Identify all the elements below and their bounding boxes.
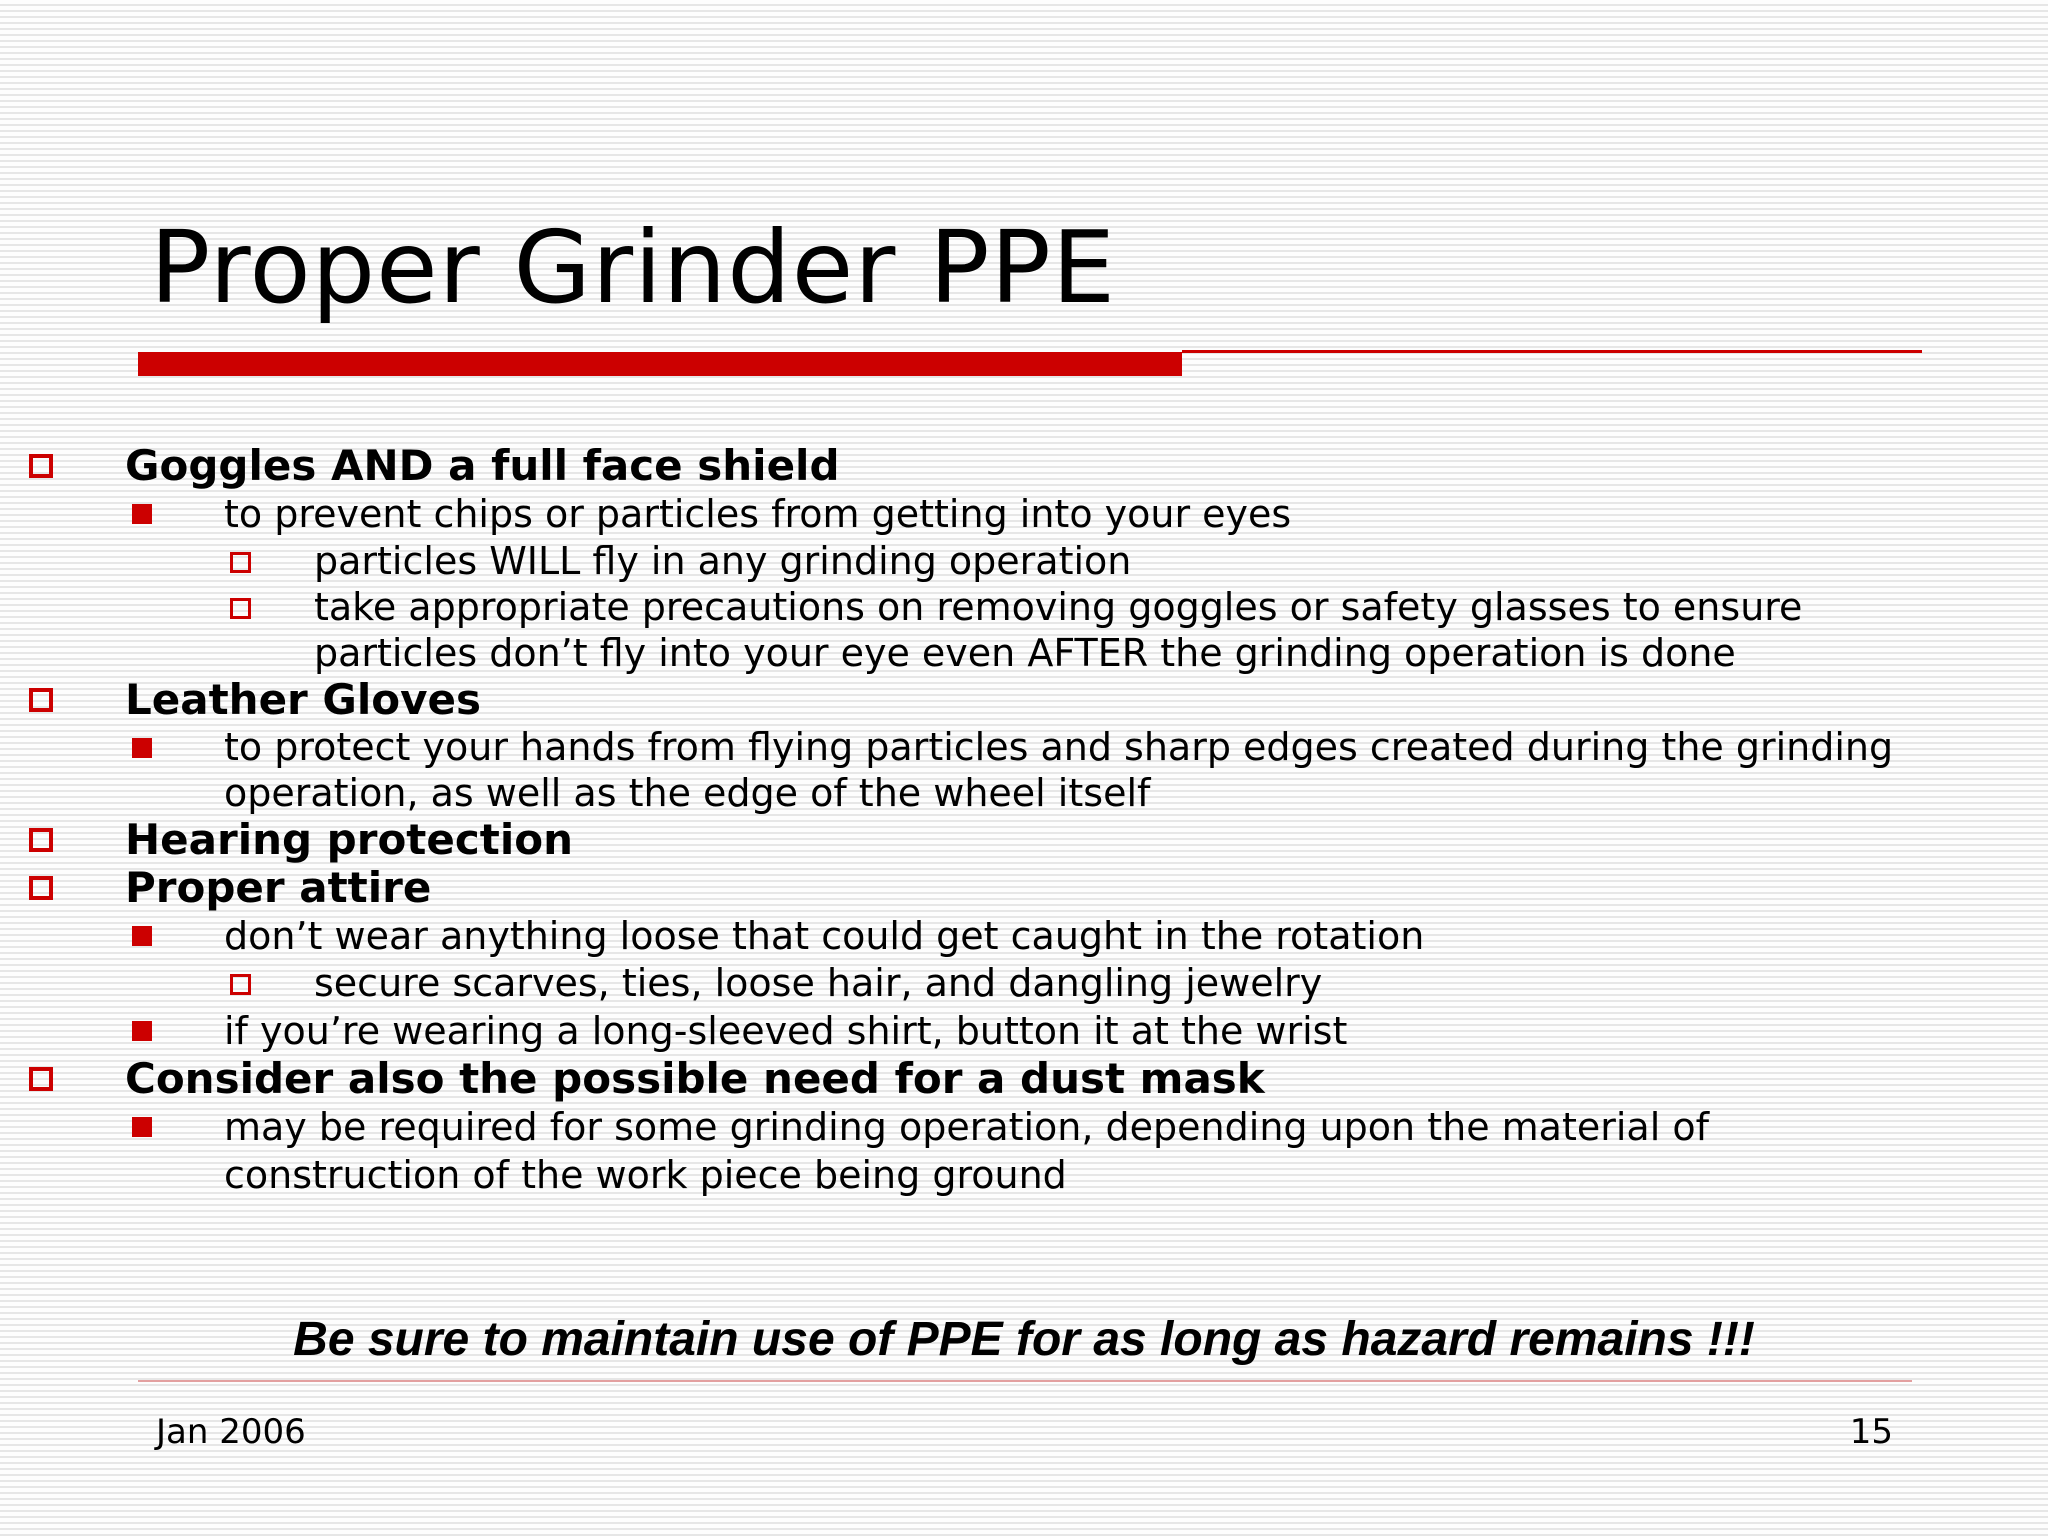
sub-bullet-text: construction of the work piece being ground bbox=[224, 1153, 1067, 1197]
detail-bullet bbox=[0, 538, 2048, 584]
sub-bullet-text: to prevent chips or particles from getting into your eyes bbox=[224, 492, 1292, 536]
hollow-square-bullet-icon bbox=[230, 974, 251, 995]
sub-bullet-text: to protect your hands from flying particles and sharp edges created during the grinding bbox=[224, 725, 1894, 769]
sub-bullet-text: don’t wear anything loose that could get caught in the rotation bbox=[224, 914, 1425, 958]
detail-bullet-text: take appropriate precautions on removing goggles or safety glasses to ensure bbox=[314, 585, 1803, 629]
sub-bullet bbox=[0, 1103, 2048, 1151]
bullet-heading: Consider also the possible need for a dust mask bbox=[125, 1054, 1265, 1103]
hollow-square-bullet-icon bbox=[230, 598, 251, 619]
hollow-square-bullet-icon bbox=[29, 1067, 53, 1091]
sub-bullet bbox=[0, 724, 2048, 770]
sub-bullet-text: if you’re wearing a long-sleeved shirt, button it at the wrist bbox=[224, 1009, 1348, 1053]
filled-square-bullet-icon bbox=[132, 1021, 152, 1041]
hollow-square-bullet-icon bbox=[29, 454, 53, 478]
detail-bullet bbox=[0, 960, 2048, 1007]
hollow-square-bullet-icon bbox=[29, 828, 53, 852]
hollow-square-bullet-icon bbox=[29, 876, 53, 900]
hollow-square-bullet-icon bbox=[230, 552, 251, 573]
closing-note: Be sure to maintain use of PPE for as long as hazard remains !!! bbox=[293, 1313, 1755, 1366]
sub-bullet bbox=[0, 912, 2048, 960]
bullet-dust-mask bbox=[0, 1055, 2048, 1103]
bullet-goggles bbox=[0, 442, 2048, 490]
detail-bullet-text: particles WILL fly in any grinding operation bbox=[314, 539, 1132, 583]
bullet-heading: Proper attire bbox=[125, 863, 432, 912]
sub-bullet bbox=[0, 490, 2048, 538]
bullet-heading: Hearing protection bbox=[125, 815, 573, 864]
sub-bullet-text: operation, as well as the edge of the wheel itself bbox=[224, 771, 1151, 815]
bullet-hearing bbox=[0, 816, 2048, 864]
page-number: 15 bbox=[1849, 1412, 1893, 1452]
detail-bullet-continuation bbox=[0, 630, 2048, 676]
detail-bullet-text: particles don’t fly into your eye even AFTER the grinding operation is done bbox=[314, 631, 1736, 675]
slide-title: Proper Grinder PPE bbox=[150, 209, 1116, 326]
title-underline-thick bbox=[138, 352, 1182, 376]
bullet-list bbox=[0, 442, 2048, 1199]
detail-bullet-text: secure scarves, ties, loose hair, and dangling jewelry bbox=[314, 961, 1323, 1005]
bullet-attire bbox=[0, 864, 2048, 912]
sub-bullet-continuation bbox=[0, 770, 2048, 816]
sub-bullet bbox=[0, 1007, 2048, 1055]
footer-date: Jan 2006 bbox=[156, 1412, 306, 1452]
filled-square-bullet-icon bbox=[132, 738, 152, 758]
bullet-heading: Goggles AND a full face shield bbox=[125, 441, 840, 490]
title-underline-thin bbox=[1182, 350, 1922, 353]
sub-bullet-continuation bbox=[0, 1151, 2048, 1199]
filled-square-bullet-icon bbox=[132, 926, 152, 946]
hollow-square-bullet-icon bbox=[29, 688, 53, 712]
bullet-gloves bbox=[0, 676, 2048, 724]
footer-divider bbox=[138, 1380, 1912, 1382]
detail-bullet bbox=[0, 584, 2048, 630]
filled-square-bullet-icon bbox=[132, 504, 152, 524]
sub-bullet-text: may be required for some grinding operation, depending upon the material of bbox=[224, 1105, 1709, 1149]
bullet-heading: Leather Gloves bbox=[125, 675, 481, 724]
filled-square-bullet-icon bbox=[132, 1117, 152, 1137]
